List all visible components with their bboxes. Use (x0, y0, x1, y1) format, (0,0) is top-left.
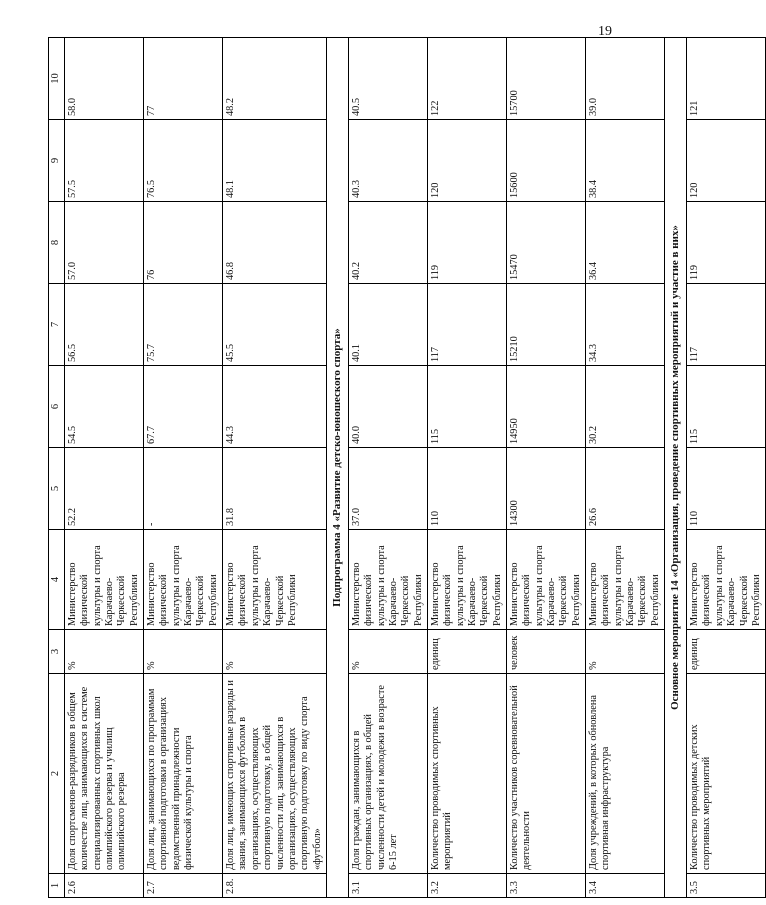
value-cell: 37.0 (348, 448, 427, 530)
value-cell: 54.5 (65, 366, 144, 448)
value-cell: 117 (427, 284, 506, 366)
responsible-org: Министерство физической культуры и спорта Карачаево-Черкесской Республики (687, 530, 766, 630)
indicator-name: Доля спортсменов-разрядников в общем количестве лиц, занимающихся в системе специализированных спортивных школ олимпийского резерва и училищ олимпийского резерва (65, 674, 144, 874)
column-number-header: 10 (49, 38, 65, 120)
table-row (65, 38, 144, 898)
value-cell: 110 (427, 448, 506, 530)
value-cell: 40.3 (348, 120, 427, 202)
table-row (427, 38, 506, 898)
value-cell: 14950 (507, 366, 586, 448)
row-number: 3.3 (507, 874, 586, 898)
value-cell: 44.3 (223, 366, 327, 448)
value-cell: 30.2 (586, 366, 665, 448)
value-cell: 26.6 (586, 448, 665, 530)
unit-cell: % (223, 630, 327, 674)
row-number: 3.5 (687, 874, 766, 898)
value-cell: 40.2 (348, 202, 427, 284)
value-cell: 40.1 (348, 284, 427, 366)
unit-cell: % (586, 630, 665, 674)
value-cell: 121 (687, 38, 766, 120)
unit-cell: единиц (687, 630, 766, 674)
value-cell: 115 (427, 366, 506, 448)
value-cell: 77 (144, 38, 223, 120)
value-cell: 75.7 (144, 284, 223, 366)
indicator-name: Количество проводимых спортивных мероприятий (427, 674, 506, 874)
table-row (586, 38, 665, 898)
responsible-org: Министерство физической культуры и спорта Карачаево-Черкесской Республики (223, 530, 327, 630)
value-cell: 117 (687, 284, 766, 366)
section-row (326, 38, 348, 898)
value-cell: 56.5 (65, 284, 144, 366)
value-cell: 57.0 (65, 202, 144, 284)
unit-cell: единиц (427, 630, 506, 674)
table-row (144, 38, 223, 898)
section-row (665, 38, 687, 898)
indicators-table (48, 37, 766, 898)
value-cell: 38.4 (586, 120, 665, 202)
value-cell: 76.5 (144, 120, 223, 202)
section-title: Подпрограмма 4 «Развитие детско-юношеского спорта» (326, 38, 348, 898)
table-row (507, 38, 586, 898)
column-number-header: 7 (49, 284, 65, 366)
value-cell: 119 (427, 202, 506, 284)
value-cell: 31.8 (223, 448, 327, 530)
value-cell: 15470 (507, 202, 586, 284)
value-cell: - (144, 448, 223, 530)
value-cell: 58.0 (65, 38, 144, 120)
row-number: 3.1 (348, 874, 427, 898)
row-number: 2.8. (223, 874, 327, 898)
responsible-org: Министерство физической культуры и спорта Карачаево-Черкесской Республики (65, 530, 144, 630)
row-number: 2.6 (65, 874, 144, 898)
indicator-name: Доля учреждений, в которых обновлена спортивная инфраструктура (586, 674, 665, 874)
indicator-name: Доля лиц, имеющих спортивные разряды и звания, занимающихся футболом в организациях, осуществляющих спортивную подготовку, в общей численности лиц, занимающихся в организациях, осуществляющих спортивную подготовку по виду спорта «футбол» (223, 674, 327, 874)
header-row (49, 38, 65, 898)
value-cell: 120 (427, 120, 506, 202)
unit-cell: % (348, 630, 427, 674)
responsible-org: Министерство физической культуры и спорта Карачаево-Черкесской Республики (507, 530, 586, 630)
document-table-rotated (48, 38, 762, 898)
value-cell: 122 (427, 38, 506, 120)
value-cell: 46.8 (223, 202, 327, 284)
value-cell: 67.7 (144, 366, 223, 448)
column-number-header: 5 (49, 448, 65, 530)
column-number-header: 6 (49, 366, 65, 448)
value-cell: 40.0 (348, 366, 427, 448)
column-number-header: 1 (49, 874, 65, 898)
value-cell: 119 (687, 202, 766, 284)
column-number-header: 8 (49, 202, 65, 284)
responsible-org: Министерство физической культуры и спорта Карачаево-Черкесской Республики (144, 530, 223, 630)
value-cell: 48.1 (223, 120, 327, 202)
value-cell: 76 (144, 202, 223, 284)
value-cell: 115 (687, 366, 766, 448)
value-cell: 15700 (507, 38, 586, 120)
value-cell: 36.4 (586, 202, 665, 284)
value-cell: 57.5 (65, 120, 144, 202)
unit-cell: % (65, 630, 144, 674)
column-number-header: 9 (49, 120, 65, 202)
indicator-name: Количество проводимых детских спортивных мероприятий (687, 674, 766, 874)
unit-cell: человек (507, 630, 586, 674)
responsible-org: Министерство физической культуры и спорта Карачаево-Черкесской Республики (427, 530, 506, 630)
unit-cell: % (144, 630, 223, 674)
value-cell: 15210 (507, 284, 586, 366)
column-number-header: 3 (49, 630, 65, 674)
value-cell: 15600 (507, 120, 586, 202)
column-number-header: 2 (49, 674, 65, 874)
responsible-org: Министерство физической культуры и спорта Карачаево-Черкесской Республики (586, 530, 665, 630)
indicator-name: Количество участников соревновательной деятельности (507, 674, 586, 874)
row-number: 3.2 (427, 874, 506, 898)
value-cell: 48.2 (223, 38, 327, 120)
row-number: 3.4 (586, 874, 665, 898)
column-number-header: 4 (49, 530, 65, 630)
indicator-name: Доля граждан, занимающихся в спортивных организациях, в общей численности детей и молодежи в возрасте 6-15 лет (348, 674, 427, 874)
indicator-name: Доля лиц, занимающихся по программам спортивной подготовки в организациях ведомственной принадлежности физической культуры и спорта (144, 674, 223, 874)
responsible-org: Министерство физической культуры и спорта Карачаево-Черкесской Республики (348, 530, 427, 630)
value-cell: 52.2 (65, 448, 144, 530)
value-cell: 39.0 (586, 38, 665, 120)
value-cell: 120 (687, 120, 766, 202)
table-row (223, 38, 327, 898)
section-title: Основное мероприятие 14 «Организация, проведение спортивных мероприятий и участие в них» (665, 38, 687, 898)
row-number: 2.7 (144, 874, 223, 898)
value-cell: 34.3 (586, 284, 665, 366)
value-cell: 45.5 (223, 284, 327, 366)
value-cell: 110 (687, 448, 766, 530)
table-row (348, 38, 427, 898)
table-row (687, 38, 766, 898)
value-cell: 40.5 (348, 38, 427, 120)
page-number: 19 (598, 24, 612, 39)
value-cell: 14300 (507, 448, 586, 530)
